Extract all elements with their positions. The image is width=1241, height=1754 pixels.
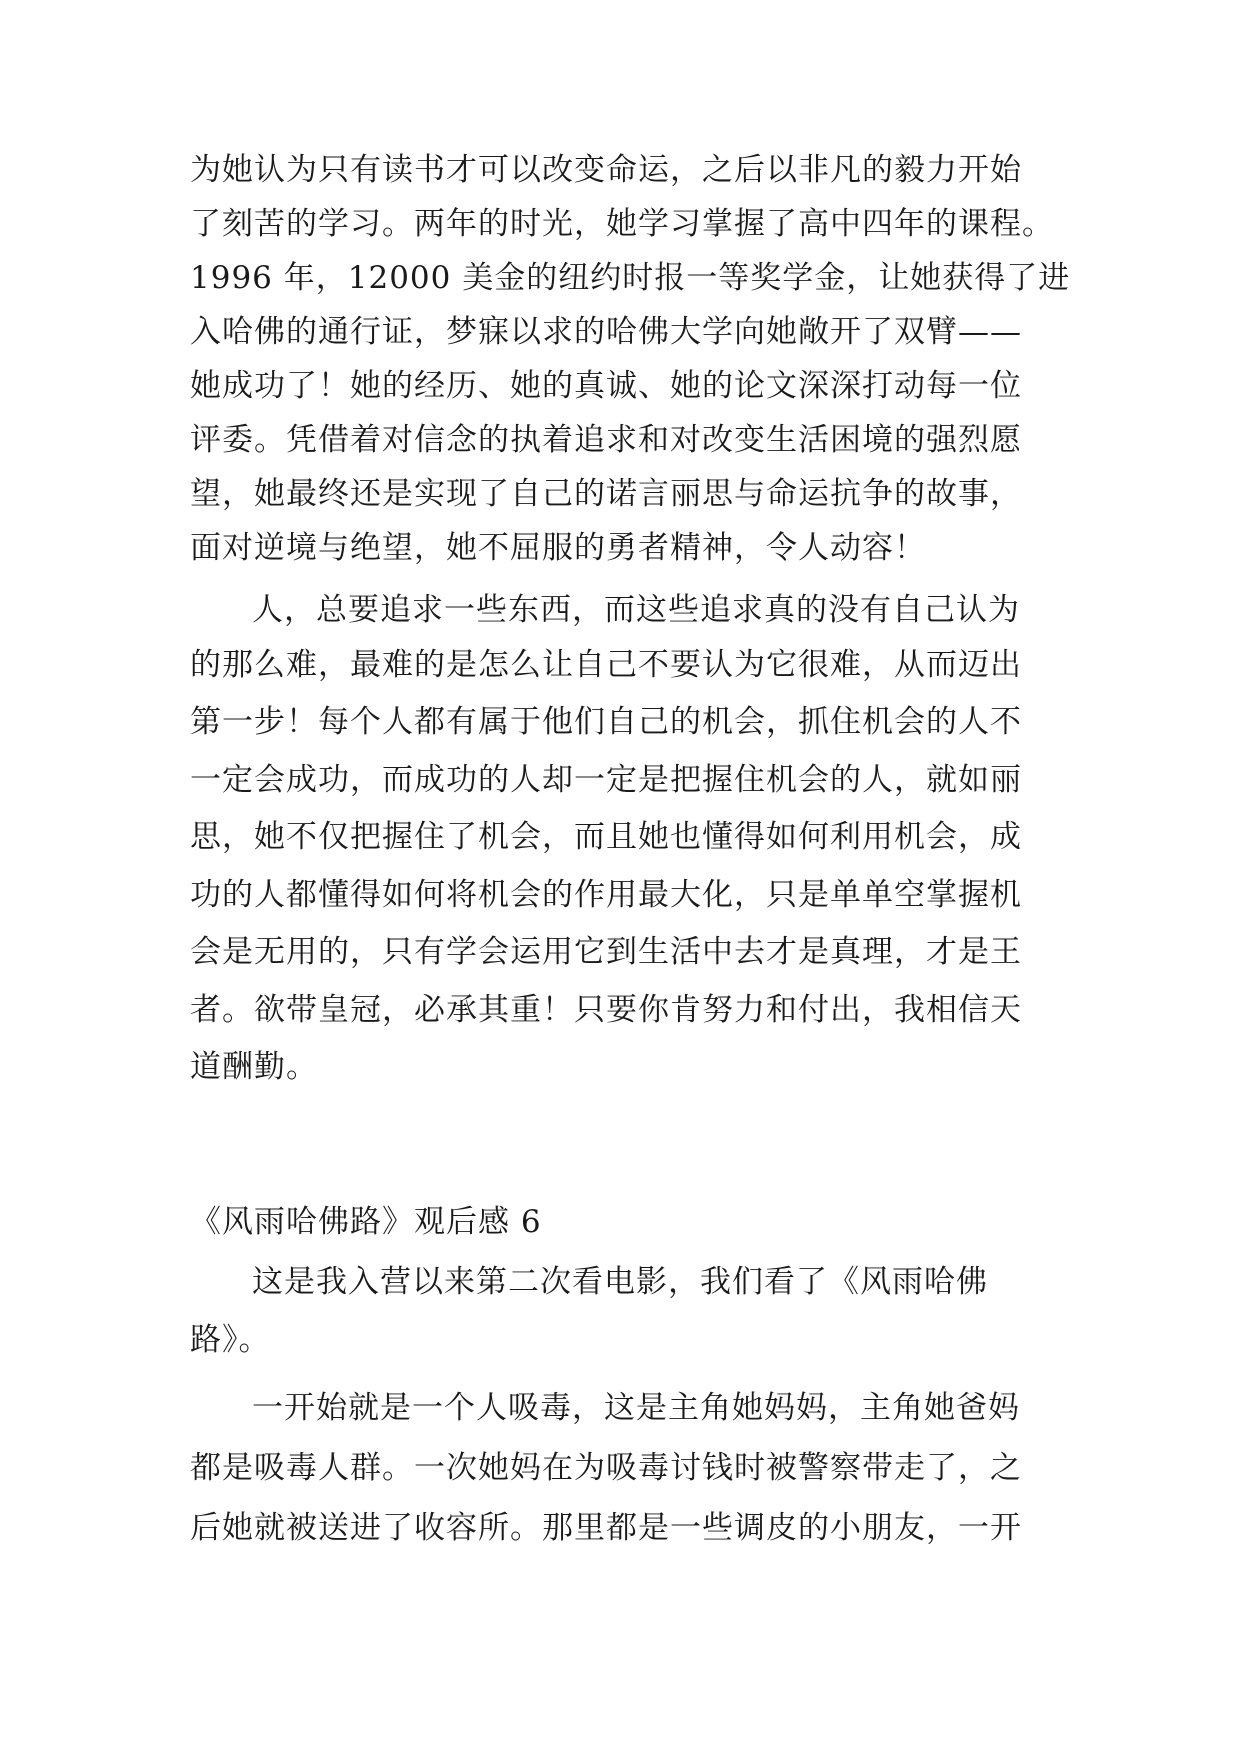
section-title: 《风雨哈佛路》观后感 6	[190, 1204, 542, 1240]
paragraph1-line-5: 她成功了！她的经历、她的真诚、她的论文深深打动每一位	[190, 368, 1022, 404]
paragraph3-line-2: 路》。	[190, 1322, 271, 1358]
paragraph2-line-8: 者。欲带皇冠，必承其重！只要你肯努力和付出，我相信天	[190, 992, 1022, 1028]
paragraph1-line-1: 为她认为只有读书才可以改变命运，之后以非凡的毅力开始	[190, 152, 1022, 188]
paragraph2-line-4: 一定会成功，而成功的人却一定是把握住机会的人，就如丽	[190, 762, 1022, 798]
paragraph1-line-6: 评委。凭借着对信念的执着追求和对改变生活困境的强烈愿	[190, 422, 1022, 458]
paragraph2-line-6: 功的人都懂得如何将机会的作用最大化，只是单单空掌握机	[190, 877, 1022, 913]
paragraph4-line-3: 后她就被送进了收容所。那里都是一些调皮的小朋友，一开	[190, 1510, 1022, 1546]
paragraph3-line-1: 这是我入营以来第二次看电影，我们看了《风雨哈佛	[252, 1264, 988, 1300]
paragraph1-line-3: 1996 年，12000 美金的纽约时报一等奖学金，让她获得了进	[190, 260, 1071, 296]
paragraph2-line-5: 思，她不仅把握住了机会，而且她也懂得如何利用机会，成	[190, 819, 1022, 855]
paragraph1-line-7: 望，她最终还是实现了自己的诺言丽思与命运抗争的故事，	[190, 476, 1022, 512]
paragraph1-line-8: 面对逆境与绝望，她不屈服的勇者精神，令人动容！	[190, 530, 926, 566]
paragraph2-line-9: 道酬勤。	[190, 1049, 318, 1085]
paragraph2-line-3: 第一步！每个人都有属于他们自己的机会，抓住机会的人不	[190, 704, 1022, 740]
paragraph1-line-2: 了刻苦的学习。两年的时光，她学习掌握了高中四年的课程。	[190, 206, 1054, 242]
paragraph1-line-4: 入哈佛的通行证，梦寐以求的哈佛大学向她敞开了双臂——	[190, 314, 1022, 350]
paragraph2-line-2: 的那么难，最难的是怎么让自己不要认为它很难，从而迈出	[190, 647, 1022, 683]
paragraph4-line-1: 一开始就是一个人吸毒，这是主角她妈妈，主角她爸妈	[252, 1390, 1020, 1426]
paragraph4-line-2: 都是吸毒人群。一次她妈在为吸毒讨钱时被警察带走了，之	[190, 1450, 1022, 1486]
paragraph2-line-7: 会是无用的，只有学会运用它到生活中去才是真理，才是王	[190, 934, 1022, 970]
paragraph2-line-1: 人，总要追求一些东西，而这些追求真的没有自己认为	[252, 592, 1020, 628]
